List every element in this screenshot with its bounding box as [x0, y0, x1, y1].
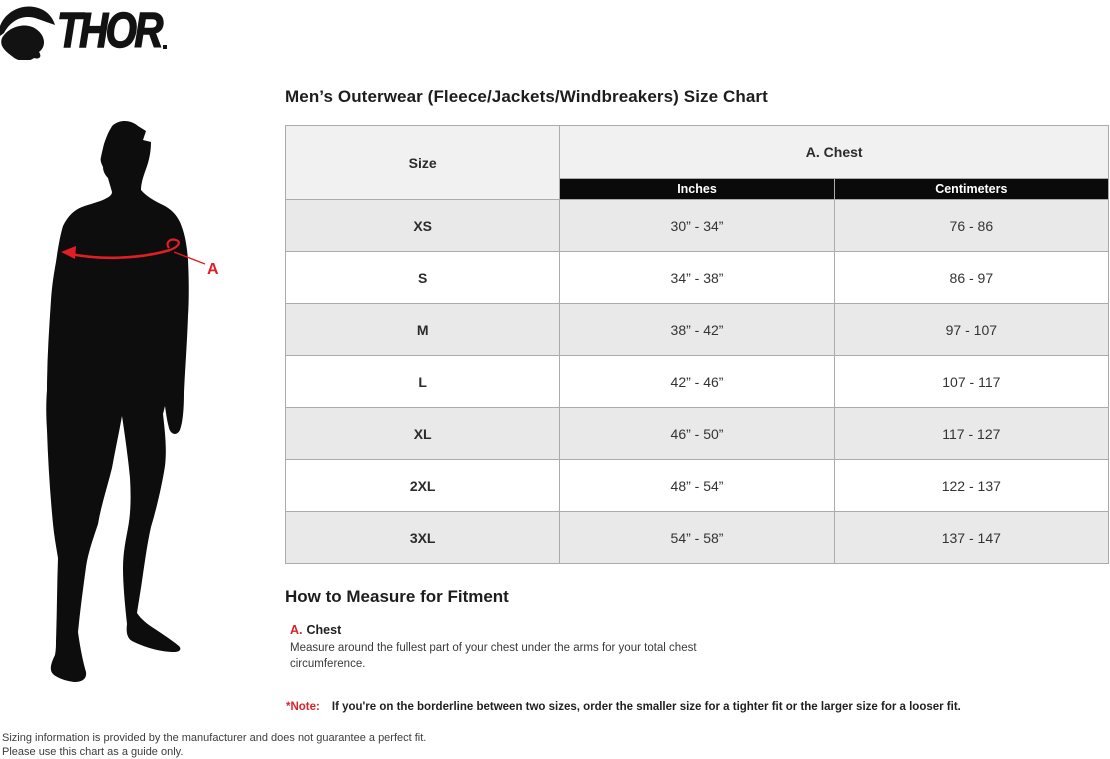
footer-line-1: Sizing information is provided by the manufacturer and does not guarantee a perfect fit.: [2, 732, 427, 744]
cell-inches: 54” - 58”: [560, 512, 834, 564]
cell-centimeters: 137 - 147: [834, 512, 1108, 564]
figure-label-a: A: [207, 261, 219, 278]
cell-centimeters: 76 - 86: [834, 200, 1108, 252]
cell-inches: 38” - 42”: [560, 304, 834, 356]
size-chart-header: [286, 126, 1109, 200]
cell-size: 2XL: [286, 460, 560, 512]
size-chart-body: [286, 200, 1109, 564]
cell-centimeters: 122 - 137: [834, 460, 1108, 512]
cell-inches: 34” - 38”: [560, 252, 834, 304]
measure-key: A.: [290, 623, 303, 637]
table-row: [286, 252, 1109, 304]
table-row: [286, 356, 1109, 408]
table-row: [286, 200, 1109, 252]
note: [286, 701, 961, 713]
cell-size: S: [286, 252, 560, 304]
how-to-measure-heading: How to Measure for Fitment: [285, 587, 509, 606]
table-row: [286, 304, 1109, 356]
size-chart-table: [285, 125, 1109, 564]
measure-item-chest: [290, 623, 700, 672]
measure-title: [290, 623, 700, 637]
cell-centimeters: 117 - 127: [834, 408, 1108, 460]
body-silhouette-figure: [0, 0, 285, 759]
cell-inches: 30” - 34”: [560, 200, 834, 252]
cell-size: 3XL: [286, 512, 560, 564]
cell-inches: 48” - 54”: [560, 460, 834, 512]
measure-description: Measure around the fullest part of your chest under the arms for your total chest circumference.: [290, 642, 697, 670]
size-chart: [285, 125, 1109, 564]
footer: [2, 731, 426, 759]
body-silhouette: [46, 121, 189, 682]
brand-name-text: THOR: [57, 3, 161, 58]
cell-size: M: [286, 304, 560, 356]
footer-line-2: Please use this chart as a guide only.: [2, 746, 184, 759]
note-label: *Note:: [286, 701, 320, 713]
table-row: [286, 460, 1109, 512]
cell-size: XS: [286, 200, 560, 252]
table-row: [286, 408, 1109, 460]
column-header-centimeters: Centimeters: [834, 179, 1108, 200]
page-title: Men’s Outerwear (Fleece/Jackets/Windbreakers) Size Chart: [285, 87, 768, 106]
column-header-inches: Inches: [560, 179, 834, 200]
column-header-size: Size: [286, 126, 560, 200]
table-row: [286, 512, 1109, 564]
cell-size: L: [286, 356, 560, 408]
cell-centimeters: 86 - 97: [834, 252, 1108, 304]
column-header-chest: A. Chest: [560, 126, 1109, 179]
cell-inches: 42” - 46”: [560, 356, 834, 408]
cell-size: XL: [286, 408, 560, 460]
cell-centimeters: 107 - 117: [834, 356, 1108, 408]
note-text: If you're on the borderline between two sizes, order the smaller size for a tighter fit or the larger size for a looser fit.: [331, 701, 961, 713]
measure-label: Chest: [306, 623, 342, 637]
cell-centimeters: 97 - 107: [834, 304, 1108, 356]
cell-inches: 46” - 50”: [560, 408, 834, 460]
